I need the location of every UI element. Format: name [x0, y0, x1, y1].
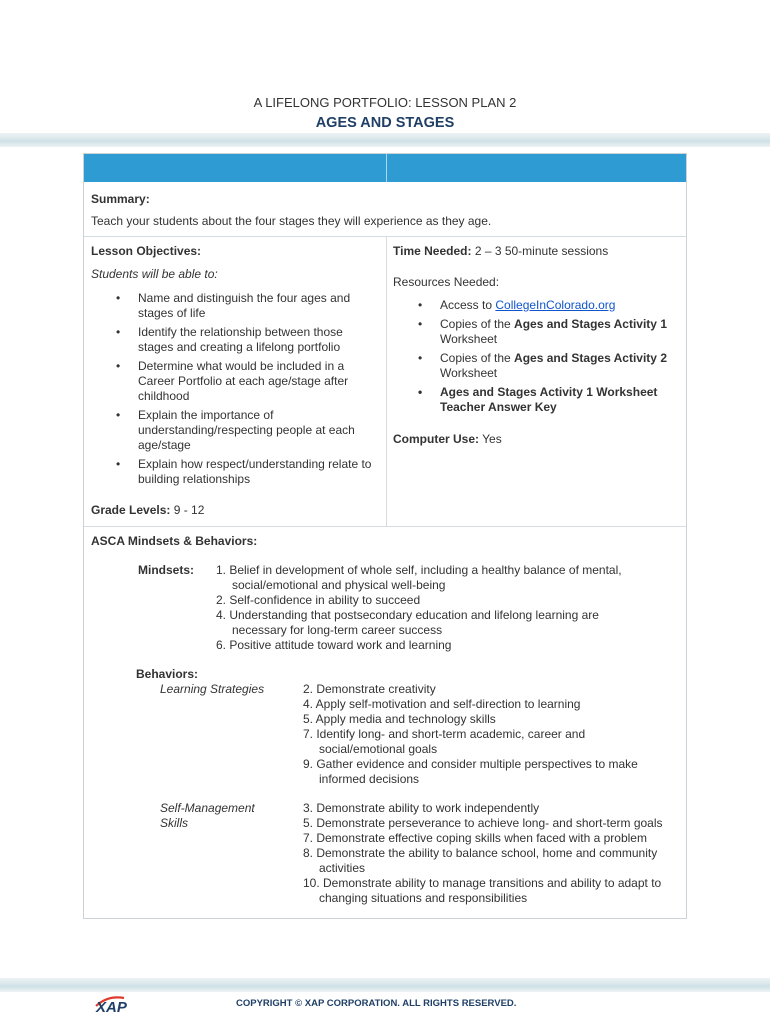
- summary-text: Teach your students about the four stages they will experience as they age.: [91, 214, 492, 228]
- time-label: Time Needed:: [393, 244, 472, 258]
- objective-item: • Explain the importance of understanding/respecting people at each age/stage: [92, 408, 372, 453]
- resource-item: [394, 351, 684, 381]
- mindset-item: 2. Self-confidence in ability to succeed: [216, 593, 421, 607]
- resource-title: Ages and Stages Activity 2: [514, 351, 667, 365]
- computer-label: Computer Use:: [393, 432, 480, 446]
- page-subtitle: AGES AND STAGES: [315, 115, 455, 131]
- learning-strategies-label: Learning Strategies: [160, 682, 265, 696]
- xap-logo-text: XAP: [96, 999, 127, 1014]
- page-title: A LIFELONG PORTFOLIO: LESSON PLAN 2: [253, 95, 517, 110]
- objectives-list: [92, 291, 372, 491]
- behavior-item: 3. Demonstrate ability to work independently: [303, 801, 540, 815]
- table-header-bar: [84, 154, 686, 182]
- behavior-item: 2. Demonstrate creativity: [303, 682, 436, 696]
- resource-title: Ages and Stages Activity 1: [514, 317, 667, 331]
- resource-text: Copies of the: [440, 351, 515, 365]
- computer-value: Yes: [482, 432, 502, 446]
- behavior-item: 5. Demonstrate perseverance to achieve long- and short-term goals: [303, 816, 663, 830]
- behavior-item: 10. Demonstrate ability to manage transitions and ability to adapt to changing situations and responsibilities: [303, 876, 662, 905]
- behavior-item: 8. Demonstrate the ability to balance school, home and community activities: [303, 846, 658, 875]
- summary-label: Summary:: [91, 192, 150, 206]
- self-management-list: [303, 801, 673, 906]
- grade-value: 9 - 12: [173, 503, 205, 517]
- objective-item: • Identify the relationship between those stages and creating a lifelong portfolio: [92, 325, 372, 355]
- resource-item: [394, 298, 684, 313]
- time-needed: [393, 244, 608, 259]
- resources-label: Resources Needed:: [393, 275, 500, 289]
- self-management-label: Self-Management Skills: [160, 801, 255, 830]
- mindset-item: 6. Positive attitude toward work and learning: [216, 638, 452, 652]
- lesson-plan-table: [83, 153, 687, 919]
- grade-label: Grade Levels:: [91, 503, 171, 517]
- computer-use: [393, 432, 502, 447]
- behavior-item: 7. Identify long- and short-term academic, career and social/emotional goals: [303, 727, 586, 756]
- asca-label: ASCA Mindsets & Behaviors:: [91, 534, 258, 548]
- time-value: 2 – 3 50-minute sessions: [474, 244, 609, 258]
- resource-text: Access to: [440, 298, 496, 312]
- behaviors-label: Behaviors:: [136, 667, 199, 681]
- objective-item: • Name and distinguish the four ages and stages of life: [92, 291, 372, 321]
- resources-list: [394, 298, 684, 419]
- objective-item: • Determine what would be included in a Career Portfolio at each age/stage after childhood: [92, 359, 372, 404]
- objectives-label: Lesson Objectives:: [91, 244, 202, 258]
- resource-text: Worksheet: [440, 332, 498, 346]
- bottom-decorative-band: [0, 978, 770, 992]
- xap-logo: [94, 992, 138, 1014]
- grade-levels: [91, 503, 204, 518]
- mindset-item: 1. Belief in development of whole self, including a healthy balance of mental, social/emotional and physical well-being: [216, 563, 622, 592]
- resource-item: • Ages and Stages Activity 1 Worksheet Teacher Answer Key: [394, 385, 684, 415]
- objectives-intro: Students will be able to:: [91, 267, 218, 281]
- resource-item: [394, 317, 684, 347]
- mindsets-label: Mindsets:: [138, 563, 195, 577]
- copyright-notice: COPYRIGHT © XAP CORPORATION. ALL RIGHTS RESERVED.: [236, 998, 517, 1009]
- resource-text: Copies of the: [440, 317, 515, 331]
- behavior-item: 9. Gather evidence and consider multiple perspectives to make informed decisions: [303, 757, 638, 786]
- behavior-item: 4. Apply self-motivation and self-direction to learning: [303, 697, 581, 711]
- learning-strategies-list: [303, 682, 663, 787]
- behavior-item: 5. Apply media and technology skills: [303, 712, 496, 726]
- top-decorative-band: [0, 133, 770, 147]
- college-in-colorado-link[interactable]: CollegeInColorado.org: [495, 298, 616, 312]
- behavior-item: 7. Demonstrate effective coping skills when faced with a problem: [303, 831, 647, 845]
- objective-item: • Explain how respect/understanding relate to building relationships: [92, 457, 372, 487]
- mindsets-list: [216, 563, 626, 653]
- mindset-item: 4. Understanding that postsecondary education and lifelong learning are necessary for long-term career success: [216, 608, 599, 637]
- resource-text: Worksheet: [440, 366, 498, 380]
